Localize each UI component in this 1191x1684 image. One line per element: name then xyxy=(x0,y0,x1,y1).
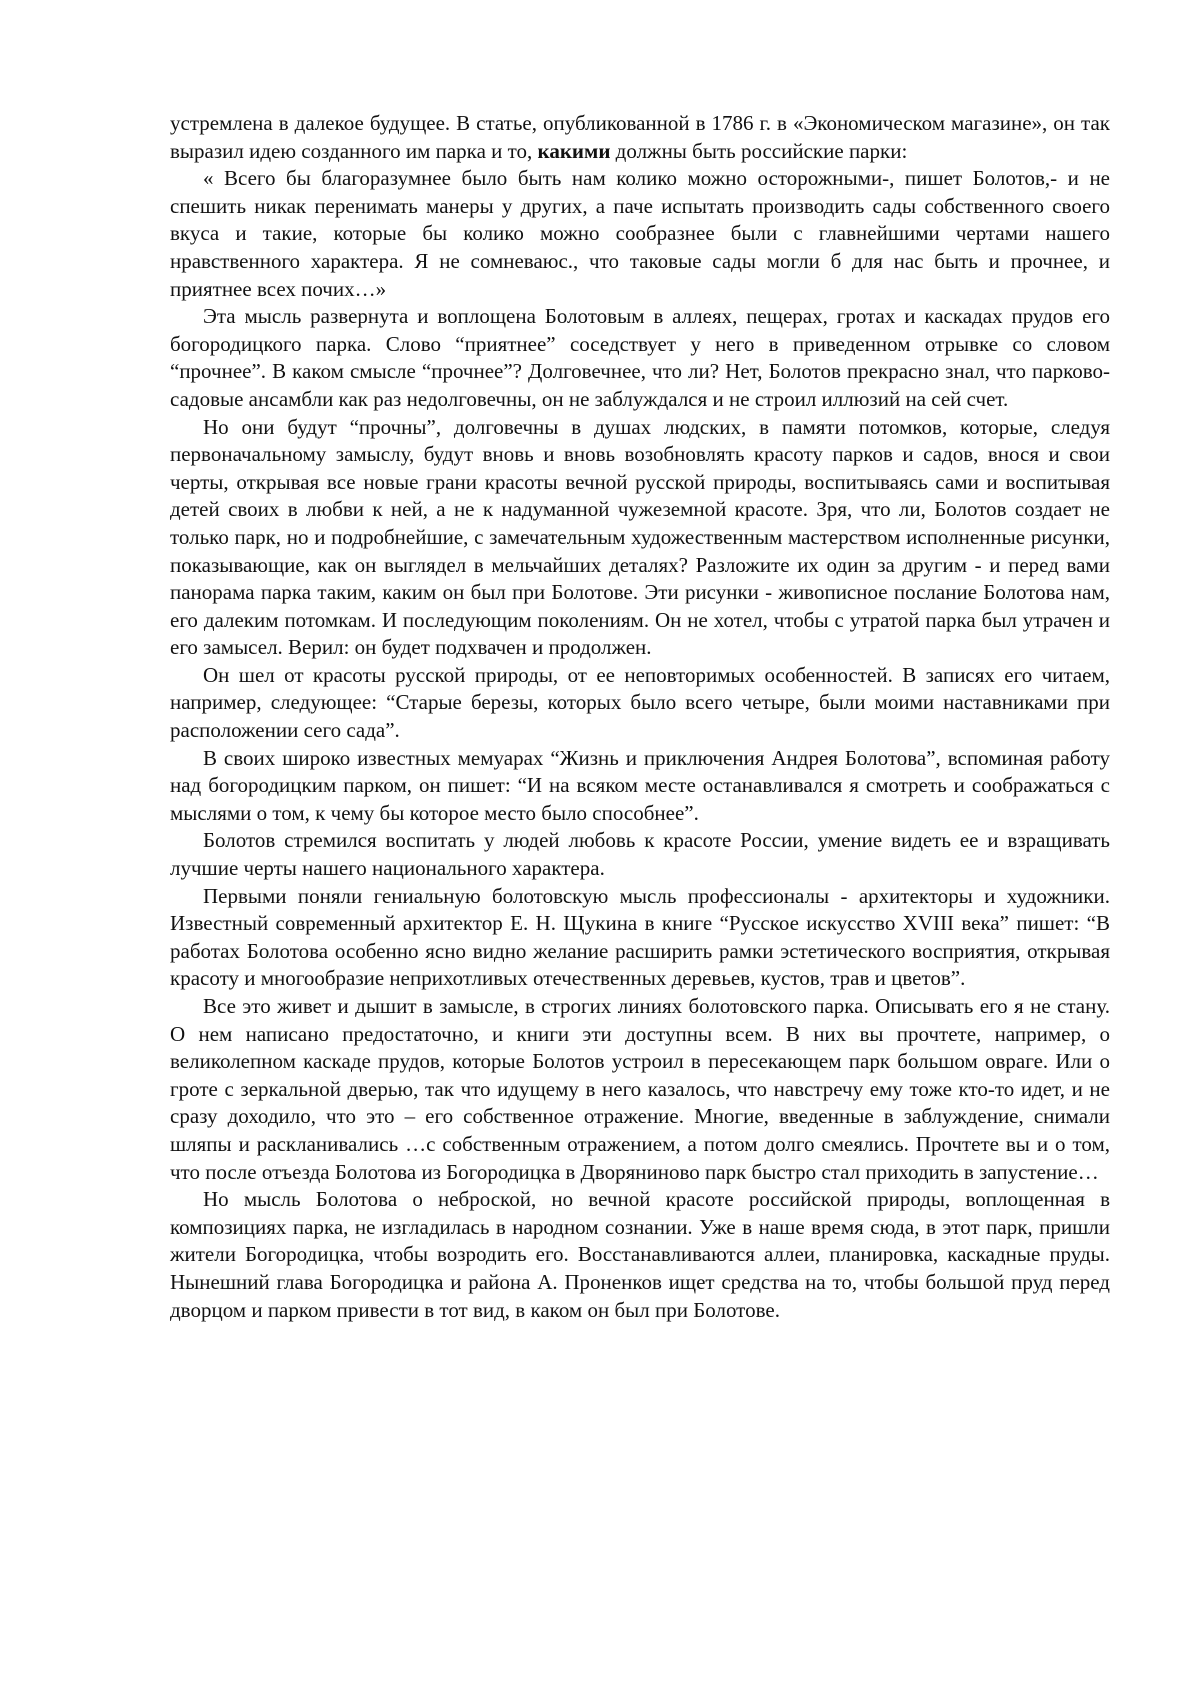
paragraph-text: устремлена в далекое будущее. В статье, опубликованной в 1786 г. в «Экономическом магазине», он так выразил идею созданного им парка и то, xyxy=(170,111,1110,163)
paragraph-text: Эта мысль развернута и воплощена Болотовым в аллеях, пещерах, гротах и каскадах прудов его богородицкого парка. Слово “приятнее” соседствует у него в приведенном отрывке со словом “прочнее”. В каком смысле “прочнее”? Долговечнее, что ли? Нет, Болотов прекрасно знал, что парково-садовые ансамбли как раз недолговечны, он не заблуждался и не строил иллюзий на сей счет. xyxy=(170,304,1110,411)
paragraph-text: Первыми поняли гениальную болотовскую мысль профессионалы - архитекторы и художники. Известный современный архитектор Е. Н. Щукина в книге “Русское искусство XVIII века” пишет: “В работах Болотова особенно ясно видно желание расширить рамки эстетического восприятия, открывая красоту и многообразие неприхотливых отечественных деревьев, кустов, трав и цветов”. xyxy=(170,883,1110,991)
paragraph-text: должны быть российские парки: xyxy=(610,138,908,163)
paragraph-9 xyxy=(170,993,1110,1186)
paragraph-text: Но они будут “прочны”, долговечны в душах людских, в памяти потомков, которые, следуя первоначальному замыслу, будут вновь и вновь возобновлять красоту парков и садов, внося и свои черты, открывая все новые грани красоты вечной русской природы, воспитываясь сами и воспитывая детей своих в любви к ней, а не к надуманной чужеземной красоте. Зря, что ли, Болотов создает не только парк, но и подробнейшие, с замечательным художественным мастерством исполненные рисунки, показывающие, как он выглядел в мельчайших деталях? Разложите их один за другим - и перед вами панорама парка таким, каким он был при Болотове. Эти рисунки - живописное послание Болотова нам, его далеким потомкам. И последующим поколениям. Он не хотел, чтобы с утратой парка был утрачен и его замысел. Верил: он будет подхвачен и продолжен. xyxy=(170,414,1110,660)
paragraph-8 xyxy=(170,883,1110,993)
paragraph-text: Все это живет и дышит в замысле, в строгих линиях болотовского парка. Описывать его я не стану. О нем написано предостаточно, и книги эти доступны всем. В них вы прочтете, например, о великолепном каскаде прудов, которые Болотов устроил в пересекающем парк большом овраге. Или о гроте с зеркальной дверью, так что идущему в него казалось, что навстречу ему тоже кто-то идет, и не сразу доходило, что это – его собственное отражение. Многие, введенные в заблуждение, снимали шляпы и раскланивались …с собственным отражением, а потом долго смеялись. Прочтете вы и о том, что после отъезда Болотова из Богородицка в Дворяниново парк быстро стал приходить в запустение… xyxy=(170,994,1110,1184)
document-page xyxy=(170,110,1110,1324)
paragraph-10 xyxy=(170,1186,1110,1324)
paragraph-6 xyxy=(170,745,1110,828)
paragraph-text: Болотов стремился воспитать у людей любовь к красоте России, умение видеть ее и взращивать лучшие черты нашего национального характера. xyxy=(170,828,1110,881)
paragraph-1 xyxy=(170,110,1110,165)
bold-word: какими xyxy=(537,138,611,163)
paragraph-3 xyxy=(170,303,1110,413)
paragraph-5 xyxy=(170,662,1110,745)
paragraph-4 xyxy=(170,414,1110,662)
paragraph-7 xyxy=(170,827,1110,882)
paragraph-text: В своих широко известных мемуарах “Жизнь и приключения Андрея Болотова”, вспоминая работу над богородицким парком, он пишет: “И на всяком месте останавливался я смотреть и соображаться с мыслями о том, к чему бы которое место было способнее”. xyxy=(170,745,1110,825)
paragraph-2-quote xyxy=(170,165,1110,303)
paragraph-text: « Всего бы благоразумнее было быть нам колико можно осторожными-, пишет Болотов,- и не спешить никак перенимать манеры у других, а паче испытать производить сады собственного своего вкуса и такие, которые бы колико можно сообразнее были с главнейшими чертами нашего нравственного характера. Я не сомневаюс., что таковые сады могли б для нас быть и прочнее, и приятнее всех почих…» xyxy=(170,166,1110,301)
paragraph-text: Он шел от красоты русской природы, от ее неповторимых особенностей. В записях его читаем, например, следующее: “Старые березы, которых было всего четыре, были моими наставниками при расположении сего сада”. xyxy=(170,662,1110,743)
paragraph-text: Но мысль Болотова о неброской, но вечной красоте российской природы, воплощенная в композициях парка, не изгладилась в народном сознании. Уже в наше время сюда, в этот парк, пришли жители Богородицка, чтобы возродить его. Восстанавливаются аллеи, планировка, каскадные пруды. Нынешний глава Богородицка и района А. Проненков ищет средства на то, чтобы большой пруд перед дворцом и парком привести в тот вид, в каком он был при Болотове. xyxy=(170,1187,1110,1322)
